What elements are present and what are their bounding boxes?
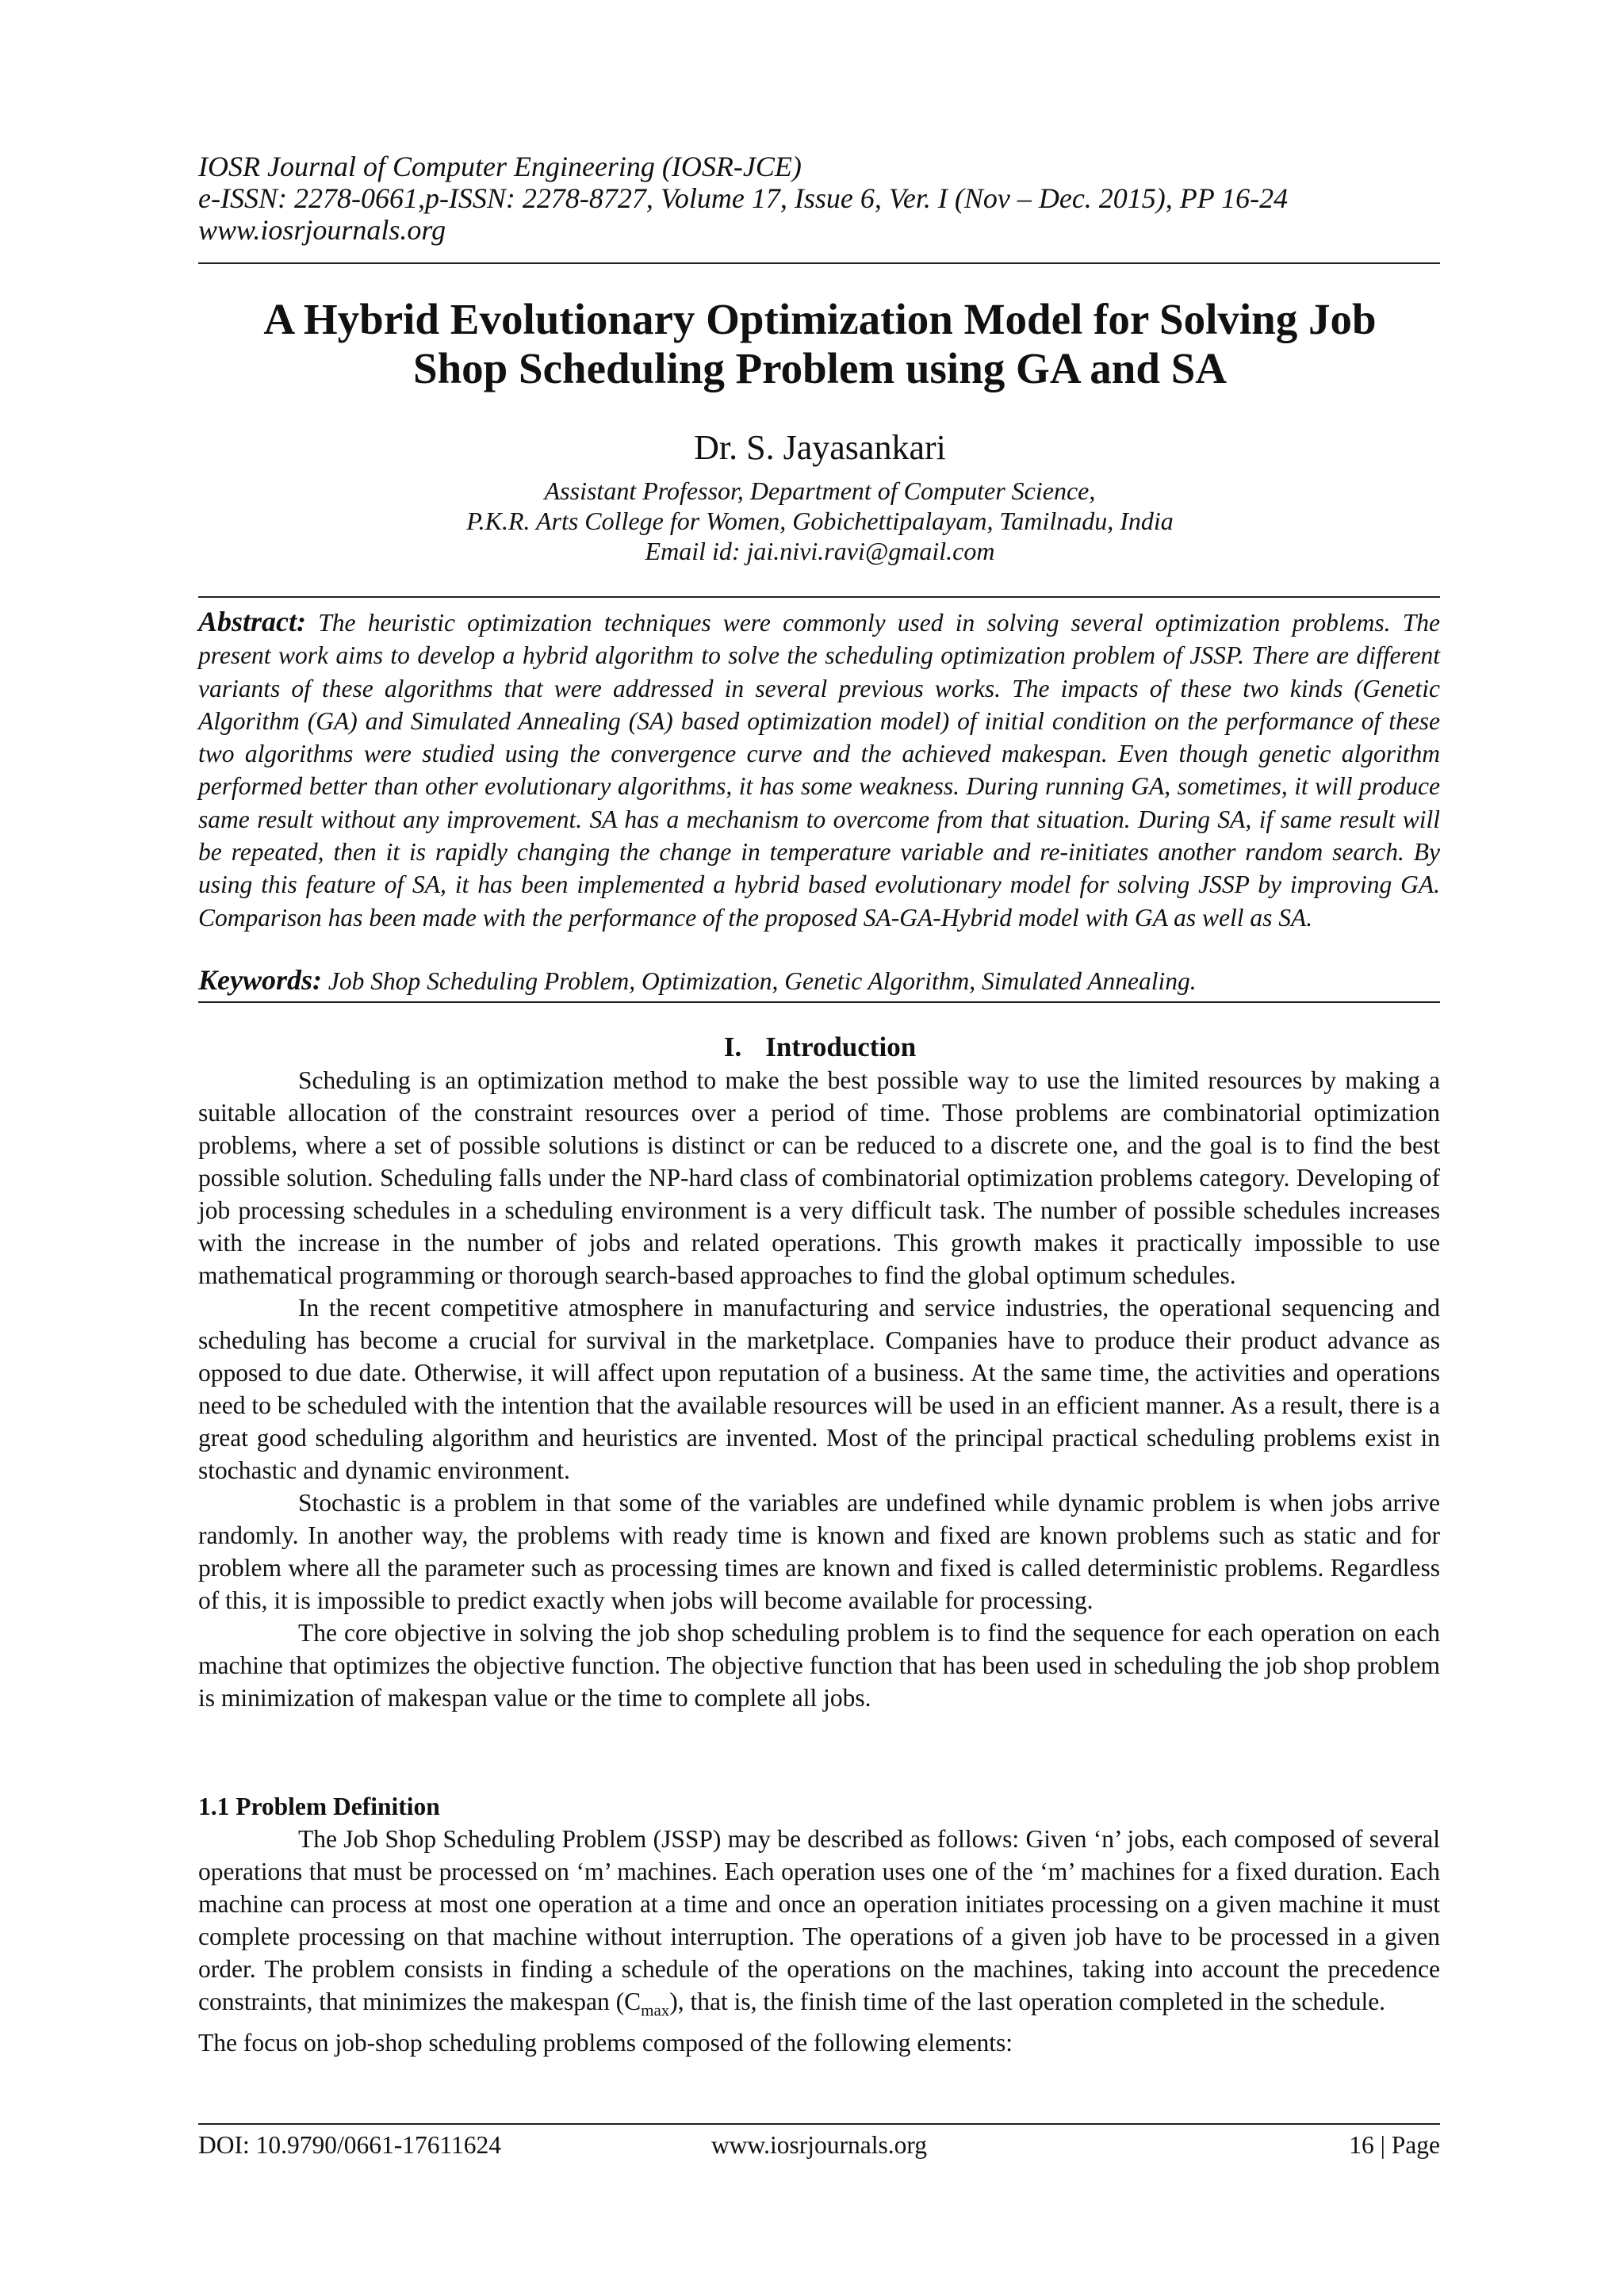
problem-definition-last-line: The focus on job-shop scheduling problems composed of the following elements:: [198, 2029, 1013, 2057]
abstract-label: Abstract:: [198, 606, 307, 637]
introduction-body: [198, 1064, 1440, 1714]
footer-page-number: 16 | Page: [1349, 2131, 1440, 2159]
footer-doi: DOI: 10.9790/0661-17611624: [198, 2131, 502, 2159]
abstract: [198, 606, 1440, 934]
problem-definition-paragraph: [198, 1823, 1440, 2026]
abstract-bottom-rule: [198, 1001, 1440, 1003]
abstract-top-rule: [198, 596, 1440, 598]
footer-website: www.iosrjournals.org: [710, 2131, 928, 2159]
journal-issn-line: e-ISSN: 2278-0661,p-ISSN: 2278-8727, Volume 17, Issue 6, Ver. I (Nov – Dec. 2015), PP 16-24: [198, 182, 1289, 214]
section-number: I.: [723, 1031, 742, 1062]
author-email: Email id: jai.nivi.ravi@gmail.com: [645, 537, 995, 565]
keywords-text: Job Shop Scheduling Problem, Optimization, Genetic Algorithm, Simulated Annealing.: [327, 967, 1197, 995]
footer-rule: [198, 2123, 1440, 2125]
author-name: Dr. S. Jayasankari: [694, 428, 946, 467]
section-title: Introduction: [765, 1031, 917, 1062]
author-affiliation: [198, 476, 1442, 566]
header-rule: [198, 262, 1440, 264]
paper-title-line-1: A Hybrid Evolutionary Optimization Model for Solving Job: [263, 295, 1377, 343]
intro-paragraph-1: Scheduling is an optimization method to make the best possible way to use the limited resources by making a suitable allocation of the constraint resources over a period of time. Those problems are combinatorial optimization problems, where a set of possible solutions is distinct or can be reduced to a discrete one, and the goal is to find the best possible solution. Scheduling falls under the NP-hard class of combinatorial optimization problems category. Developing of job processing schedules in a scheduling environment is a very difficult task. The number of possible schedules increases with the increase in the number of jobs and related operations. This growth makes it practically impossible to use mathematical programming or thorough search-based approaches to find the global optimum schedules.: [198, 1066, 1440, 1289]
page-footer: [198, 2128, 1440, 2163]
paper-title-line-2: Shop Scheduling Problem using GA and SA: [412, 344, 1227, 392]
problem-definition-body: [198, 1823, 1440, 2059]
author-position: Assistant Professor, Department of Computer Science,: [544, 476, 1096, 505]
journal-website: www.iosrjournals.org: [198, 214, 446, 246]
intro-paragraph-2: In the recent competitive atmosphere in manufacturing and service industries, the operational sequencing and scheduling has become a crucial for survival in the marketplace. Companies have to produce their product advance as opposed to due date. Otherwise, it will affect upon reputation of a business. At the same time, the activities and operations need to be scheduled with the intention that the available resources will be used in an efficient manner. As a result, there is a great good scheduling algorithm and heuristics are invented. Most of the principal practical scheduling problems exist in stochastic and dynamic environment.: [198, 1294, 1440, 1484]
paper-title: [198, 295, 1442, 393]
intro-paragraph-3: Stochastic is a problem in that some of the variables are undefined while dynamic problem is when jobs arrive randomly. In another way, the problems with ready time is known and fixed are known problems such as static and for problem where all the parameter such as processing times are known and fixed is called deterministic problems. Regardless of this, it is impossible to predict exactly when jobs will become available for processing.: [198, 1489, 1440, 1614]
journal-header: [198, 151, 1442, 246]
author-institution: P.K.R. Arts College for Women, Gobichettipalayam, Tamilnadu, India: [466, 507, 1174, 535]
keywords: [198, 964, 1440, 997]
cmax-subscript: max: [641, 2000, 670, 2020]
subsection-heading: 1.1 Problem Definition: [198, 1793, 440, 1820]
abstract-text: The heuristic optimization techniques were commonly used in solving several optimization problems. The present work aims to develop a hybrid algorithm to solve the scheduling optimization problem of JSSP. There are different variants of these algorithms that were addressed in several previous works. The impacts of these two kinds (Genetic Algorithm (GA) and Simulated Annealing (SA) based optimization model) of initial condition on the performance of these two algorithms were studied using the convergence curve and the achieved makespan. Even though genetic algorithm performed better than other evolutionary algorithms, it has some weakness. During running GA, sometimes, it will produce same result without any improvement. SA has a mechanism to overcome from that situation. During SA, if same result will be repeated, then it is rapidly changing the change in temperature variable and re-initiates another random search. By using this feature of SA, it has been implemented a hybrid based evolutionary model for solving JSSP by improving GA. Comparison has been made with the performance of the proposed SA-GA-Hybrid model with GA as well as SA.: [198, 609, 1440, 932]
section-heading-introduction: [198, 1031, 1442, 1064]
problem-definition-text: The Job Shop Scheduling Problem (JSSP) may be described as follows: Given ‘n’ jobs, each composed of several operations that must be processed on ‘m’ machines. Each operation uses one of the ‘m’ machines for a fixed duration. Each machine can process at most one operation at a time and once an operation initiates processing on a given machine it must complete processing on that machine without interruption. The operations of a given job have to be processed in a given order. The problem consists in finding a schedule of the operations on the machines, taking into account the precedence constraints, that minimizes the makespan (C: [198, 1825, 1440, 2015]
problem-definition-text-end: ), that is, the finish time of the last operation completed in the schedule.: [669, 1988, 1386, 2015]
keywords-label: Keywords:: [198, 964, 322, 996]
intro-paragraph-4: The core objective in solving the job shop scheduling problem is to find the sequence for each operation on each machine that optimizes the objective function. The objective function that has been used in scheduling the job shop problem is minimization of makespan value or the time to complete all jobs.: [198, 1619, 1440, 1712]
journal-name: IOSR Journal of Computer Engineering (IOSR-JCE): [198, 151, 802, 182]
